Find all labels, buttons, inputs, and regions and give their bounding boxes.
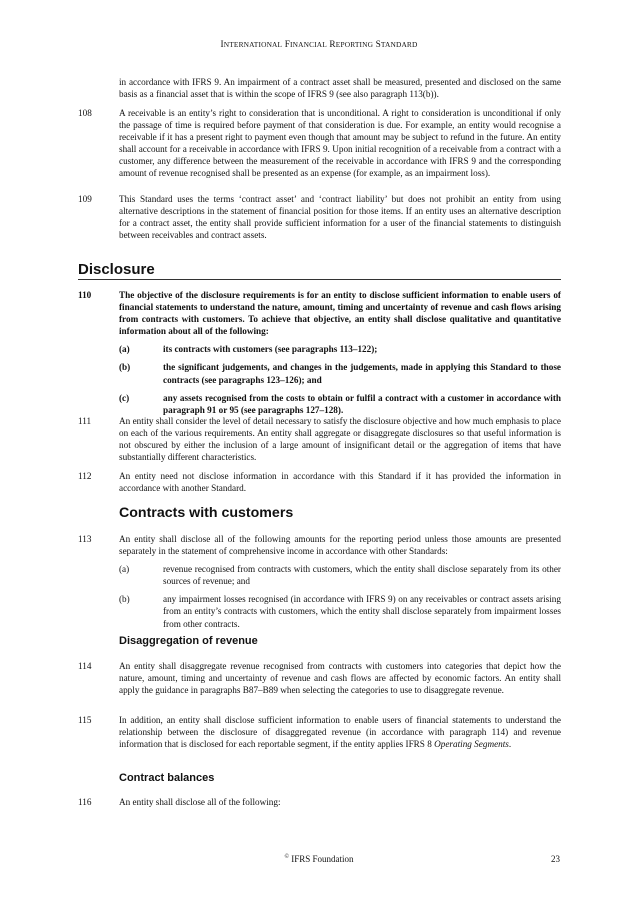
- paragraph-text: A receivable is an entity’s right to consideration that is unconditional. A right to consideration is unconditional if only the passage of time is required before payment of that consideration is due. For example, an entity would recognise a receivable if it has a present right to payment even though that amount may be subject to refund in the future. An entity shall account for a receivable in accordance with IFRS 9. Upon initial recognition of a receivable from a contract with a customer, any difference between the measurement of the receivable in accordance with IFRS 9 and the corresponding amount of revenue recognised shall be presented as an expense (for example, as an impairment loss).: [119, 108, 561, 179]
- paragraph-number: 115: [78, 715, 92, 725]
- list-item: (a) revenue recognised from contracts with customers, which the entity shall disclose separately from its other sources of revenue; and: [119, 564, 561, 587]
- paragraph-109: [78, 193, 561, 241]
- paragraph-111: [78, 415, 561, 463]
- paragraph-number: 116: [78, 797, 92, 807]
- list-item: (c) any assets recognised from the costs to obtain or fulfil a contract with a customer in accordance with paragraph 91 or 95 (see paragraphs 127–128).: [119, 392, 561, 415]
- running-header: INTERNATIONAL FINANCIAL REPORTING STANDARD: [220, 40, 418, 50]
- paragraph-continuation: in accordance with IFRS 9. An impairment of a contract asset shall be measured, presented and disclosed on the same basis as a financial asset that is within the scope of IFRS 9 (see also paragraph 113(b)).: [119, 77, 561, 100]
- heading-contract-balances: Contract balances: [119, 772, 215, 784]
- paragraph-110: [78, 289, 561, 416]
- heading-contracts-with-customers: Contracts with customers: [119, 505, 294, 521]
- paragraph-number: 109: [78, 194, 92, 204]
- paragraph-text: This Standard uses the terms ‘contract asset’ and ‘contract liability’ but does not prohibit an entity from using alternative descriptions in the statement of financial position for those items. If an entity uses an alternative description for a contract asset, the entity shall provide sufficient information for a user of the financial statements to distinguish between receivables and contract assets.: [119, 194, 561, 241]
- list-item: (a) its contracts with customers (see paragraphs 113–122);: [119, 344, 378, 355]
- paragraph-number: 111: [78, 416, 92, 426]
- paragraph-116: [78, 796, 561, 808]
- paragraph-number: 108: [78, 108, 92, 118]
- paragraph-number: 114: [78, 661, 92, 671]
- paragraph-text: An entity need not disclose information in accordance with this Standard if it has provided the information in accordance with another Standard.: [119, 471, 561, 494]
- paragraph-113: [78, 533, 561, 630]
- paragraph-number: 110: [78, 290, 92, 300]
- footer-copyright: © IFRS Foundation: [284, 854, 354, 864]
- paragraph-114: [78, 660, 561, 696]
- paragraph-text: In addition, an entity shall disclose sufficient information to enable users of financial statements to understand the relationship between the disclosure of disaggregated revenue (in accordance with paragraph 114) and revenue information that is disclosed for each reportable segment, if the entity applies IFRS 8 Operating Segments.: [119, 715, 561, 750]
- heading-disaggregation-of-revenue: Disaggregation of revenue: [119, 635, 258, 647]
- paragraph-115: [78, 714, 561, 750]
- paragraph-number: 112: [78, 471, 92, 481]
- heading-disclosure: Disclosure: [78, 261, 561, 280]
- paragraph-text: An entity shall disclose all of the following amounts for the reporting period unless those amounts are presented separately in the statement of comprehensive income in accordance with other Standards:: [119, 534, 561, 557]
- paragraph-112: [78, 470, 561, 494]
- page-number: 23: [551, 854, 560, 864]
- paragraph-108: [78, 107, 561, 180]
- paragraph-text: An entity shall disaggregate revenue recognised from contracts with customers into categories that depict how the nature, amount, timing and uncertainty of revenue and cash flows are affected by economic factors. An entity shall apply the guidance in paragraphs B87–B89 when selecting the categories to use to disaggregate revenue.: [119, 661, 561, 696]
- paragraph-text: The objective of the disclosure requirements is for an entity to disclose sufficient information to enable users of financial statements to understand the nature, amount, timing and uncertainty of revenue and cash flows arising from contracts with customers. To achieve that objective, an entity shall disclose qualitative and quantitative information about all of the following:: [119, 290, 561, 337]
- list-item: (b) any impairment losses recognised (in accordance with IFRS 9) on any receivables or contract assets arising from an entity’s contracts with customers, which the entity shall disclose separately from impairment losses from other contracts.: [119, 594, 561, 629]
- paragraph-text: An entity shall consider the level of detail necessary to satisfy the disclosure objective and how much emphasis to place on each of the various requirements. An entity shall aggregate or disaggregate disclosures so that useful information is not obscured by either the inclusion of a large amount of insignificant detail or the aggregation of items that have substantially different characteristics.: [119, 416, 561, 463]
- paragraph-text: An entity shall disclose all of the following:: [119, 797, 281, 807]
- paragraph-number: 113: [78, 534, 92, 544]
- list-item: (b) the significant judgements, and changes in the judgements, made in applying this Standard to those contracts (see paragraphs 123–126); and: [119, 362, 561, 385]
